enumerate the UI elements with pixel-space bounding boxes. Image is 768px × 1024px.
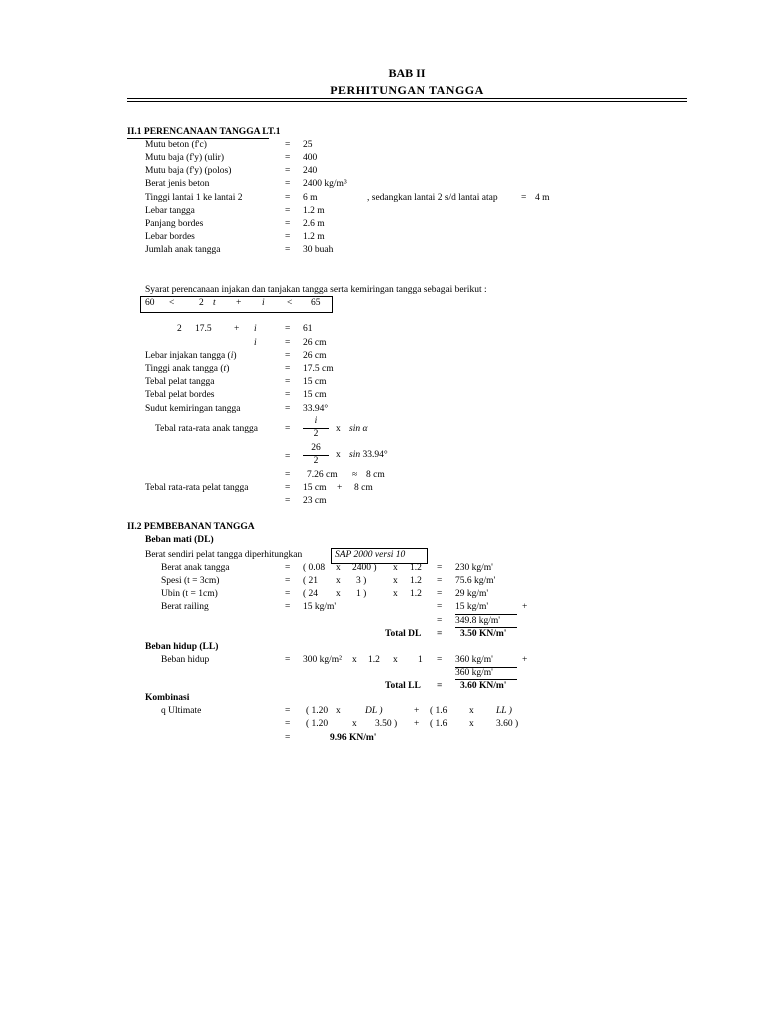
ll-eq: = <box>285 655 291 665</box>
dl-sum-value: 349.8 kg/m' <box>455 616 500 626</box>
qu-times: x <box>469 719 474 729</box>
param-value: 2400 kg/m³ <box>303 179 347 189</box>
dl-term: ( 24 <box>303 589 319 599</box>
dl-times: x <box>336 576 341 586</box>
chapter-title: PERHITUNGAN TANGGA <box>330 83 484 97</box>
qu-term: ( 1.6 <box>430 719 448 729</box>
header-rule-top <box>127 98 687 99</box>
total-dl-eq: = <box>437 629 443 639</box>
dl-times: x <box>393 589 398 599</box>
sum-underline <box>455 679 517 680</box>
ll-sum-value: 360 kg/m' <box>455 668 493 678</box>
sum-line <box>455 614 517 615</box>
result-eq: = <box>285 390 291 400</box>
dl-term: ( 21 <box>303 576 319 586</box>
param-eq: = <box>285 219 291 229</box>
param-eq: = <box>285 179 291 189</box>
result-value: 26 cm <box>303 351 327 361</box>
result-value: 15 cm <box>303 377 327 387</box>
dl-times: x <box>393 563 398 573</box>
dl-term: 1.2 <box>410 563 422 573</box>
param-eq: = <box>285 193 291 203</box>
plate-thickness-term: 8 cm <box>354 483 373 493</box>
q-ultimate-label: q Ultimate <box>161 706 202 716</box>
sum-plus-sign: + <box>522 655 528 665</box>
result-eq: = <box>285 496 291 506</box>
formula-term: < <box>169 298 175 308</box>
dl-label: Berat railing <box>161 602 209 612</box>
result-value: 17.5 cm <box>303 364 334 374</box>
dl-eq: = <box>437 576 443 586</box>
qu-eq: = <box>285 706 291 716</box>
dl-term: 1.2 <box>410 589 422 599</box>
sine-term: sin 33.94° <box>349 450 388 460</box>
self-weight-note: Berat sendiri pelat tangga diperhitungkan <box>145 550 303 560</box>
qu-plus: + <box>414 706 420 716</box>
dl-eq: = <box>285 576 291 586</box>
dl-label: Spesi (t = 3cm) <box>161 576 220 586</box>
live-load-title: Beban hidup (LL) <box>145 642 219 652</box>
calc-term: i <box>254 338 257 348</box>
ll-times: x <box>393 655 398 665</box>
plus-sign: + <box>337 483 343 493</box>
sum-plus-sign: + <box>522 602 528 612</box>
fraction-numerator: 26 <box>311 443 321 453</box>
calc-term: i <box>254 324 257 334</box>
calc-term: 2 <box>177 324 182 334</box>
plate-thickness-term: 15 cm <box>303 483 327 493</box>
qu-eq: = <box>285 733 291 743</box>
result-eq: = <box>285 483 291 493</box>
ll-label: Beban hidup <box>161 655 210 665</box>
ll-times: x <box>352 655 357 665</box>
section-1-title-underline <box>127 138 269 139</box>
calc-value: 61 <box>303 324 313 334</box>
param-value: 1.2 m <box>303 232 325 242</box>
ll-term: 1 <box>418 655 423 665</box>
dl-times: x <box>336 563 341 573</box>
total-dl-value: 3.50 KN/m' <box>460 629 507 639</box>
total-ll-value: 3.60 KN/m' <box>460 681 507 691</box>
design-requirement-text: Syarat perencanaan injakan dan tanjakan tangga serta kemiringan tangga sebagai berikut : <box>145 285 487 295</box>
param-label: Mutu beton (f'c) <box>145 140 207 150</box>
param-label: Panjang bordes <box>145 219 204 229</box>
result-label: Tebal pelat bordes <box>145 390 215 400</box>
sine-term: sin α <box>349 424 368 434</box>
avg-step-thickness-rounded: 8 cm <box>366 470 385 480</box>
qu-term: 3.60 ) <box>496 719 519 729</box>
param-label: Tinggi lantai 1 ke lantai 2 <box>145 193 243 203</box>
header-rule-bottom <box>127 101 687 102</box>
avg-plate-thickness-label: Tebal rata-rata pelat tangga <box>145 483 249 493</box>
result-value: 15 cm <box>303 390 327 400</box>
result-label: Sudut kemiringan tangga <box>145 404 241 414</box>
floor-height-note: , sedangkan lantai 2 s/d lantai atap <box>367 193 498 203</box>
formula-term: 60 <box>145 298 155 308</box>
result-value: 33.94° <box>303 404 329 414</box>
total-ll-label: Total LL <box>385 681 421 691</box>
times-sign: x <box>336 450 341 460</box>
dl-eq: = <box>437 616 443 626</box>
ll-term: 1.2 <box>368 655 380 665</box>
times-sign: x <box>336 424 341 434</box>
dl-term: 3 ) <box>356 576 367 586</box>
calc-eq: = <box>285 338 291 348</box>
dl-result: 75.6 kg/m' <box>455 576 496 586</box>
result-eq: = <box>285 377 291 387</box>
dl-eq: = <box>437 589 443 599</box>
floor-height-note-eq: = <box>521 193 527 203</box>
total-ll-eq: = <box>437 681 443 691</box>
total-dl-label: Total DL <box>385 629 422 639</box>
qu-term: ( 1.6 <box>430 706 448 716</box>
chapter-heading: BAB II <box>388 66 426 80</box>
ll-term: 300 kg/m² <box>303 655 343 665</box>
param-value: 2.6 m <box>303 219 325 229</box>
dl-label: Ubin (t = 1cm) <box>161 589 218 599</box>
result-eq: = <box>285 351 291 361</box>
param-value: 6 m <box>303 193 318 203</box>
param-value: 30 buah <box>303 245 334 255</box>
param-eq: = <box>285 232 291 242</box>
dl-result: 230 kg/m' <box>455 563 493 573</box>
dl-term: 2400 ) <box>352 563 377 573</box>
param-label: Berat jenis beton <box>145 179 210 189</box>
dl-eq: = <box>285 602 291 612</box>
result-label: Tebal pelat tangga <box>145 377 215 387</box>
fraction-numerator: i <box>314 416 318 426</box>
ll-eq: = <box>437 655 443 665</box>
param-label: Lebar bordes <box>145 232 195 242</box>
qu-times: x <box>469 706 474 716</box>
section-1-title: II.1 PERENCANAAN TANGGA LT.1 <box>127 127 281 137</box>
dl-times: x <box>393 576 398 586</box>
result-eq: = <box>285 404 291 414</box>
dl-eq: = <box>437 602 443 612</box>
q-ultimate-value: 9.96 KN/m' <box>330 733 377 743</box>
calc-term: 17.5 <box>195 324 212 334</box>
dl-term: 1.2 <box>410 576 422 586</box>
param-value: 240 <box>303 166 318 176</box>
qu-eq: = <box>285 719 291 729</box>
dl-eq: = <box>285 589 291 599</box>
avg-plate-thickness-value: 23 cm <box>303 496 327 506</box>
fraction-denominator: 2 <box>313 429 319 439</box>
fraction-denominator: 2 <box>313 456 319 466</box>
param-label: Jumlah anak tangga <box>145 245 221 255</box>
avg-step-thickness-exact: 7.26 cm <box>307 470 338 480</box>
qu-plus: + <box>414 719 420 729</box>
dl-eq: = <box>285 563 291 573</box>
qu-term: ( 1.20 <box>306 719 329 729</box>
sum-underline <box>455 627 517 628</box>
dl-term: ( 0.08 <box>303 563 326 573</box>
param-label: Mutu baja (f'y) (ulir) <box>145 153 225 163</box>
result-eq: = <box>285 470 291 480</box>
calc-value: 26 cm <box>303 338 327 348</box>
param-value: 1.2 m <box>303 206 325 216</box>
result-label: Lebar injakan tangga (i) <box>145 351 237 361</box>
dl-term: 1 ) <box>356 589 367 599</box>
formula-term: 2 <box>199 298 204 308</box>
qu-term: DL ) <box>365 706 383 716</box>
param-label: Mutu baja (f'y) (polos) <box>145 166 232 176</box>
approx-sign: ≈ <box>352 470 358 480</box>
qu-times: x <box>352 719 357 729</box>
formula-term: 65 <box>311 298 321 308</box>
formula-term: < <box>287 298 293 308</box>
formula-term: + <box>236 298 242 308</box>
dl-label: Berat anak tangga <box>161 563 230 573</box>
param-eq: = <box>285 166 291 176</box>
qu-term: LL ) <box>496 706 512 716</box>
calc-eq: = <box>285 324 291 334</box>
formula-term: i <box>262 298 265 308</box>
result-label: Tinggi anak tangga (t) <box>145 364 230 374</box>
param-eq: = <box>285 140 291 150</box>
result-eq: = <box>285 364 291 374</box>
dl-term: 15 kg/m' <box>303 602 337 612</box>
param-eq: = <box>285 245 291 255</box>
fraction-eq: = <box>285 424 291 434</box>
floor-height-note-value: 4 m <box>535 193 550 203</box>
dl-result: 29 kg/m' <box>455 589 489 599</box>
dl-eq: = <box>437 563 443 573</box>
combination-title: Kombinasi <box>145 693 190 703</box>
param-label: Lebar tangga <box>145 206 195 216</box>
dead-load-title: Beban mati (DL) <box>145 535 214 545</box>
param-value: 400 <box>303 153 318 163</box>
ll-result: 360 kg/m' <box>455 655 493 665</box>
param-eq: = <box>285 153 291 163</box>
sap-software-label: SAP 2000 versi 10 <box>335 550 406 560</box>
param-eq: = <box>285 206 291 216</box>
formula-term: t <box>213 298 216 308</box>
section-2-title: II.2 PEMBEBANAN TANGGA <box>127 522 255 532</box>
dl-times: x <box>336 589 341 599</box>
param-value: 25 <box>303 140 313 150</box>
qu-term: ( 1.20 <box>306 706 329 716</box>
qu-times: x <box>336 706 341 716</box>
dl-result: 15 kg/m' <box>455 602 489 612</box>
qu-term: 3.50 ) <box>375 719 398 729</box>
avg-step-thickness-label: Tebal rata-rata anak tangga <box>155 424 258 434</box>
fraction-eq: = <box>285 452 291 462</box>
calc-term: + <box>234 324 240 334</box>
